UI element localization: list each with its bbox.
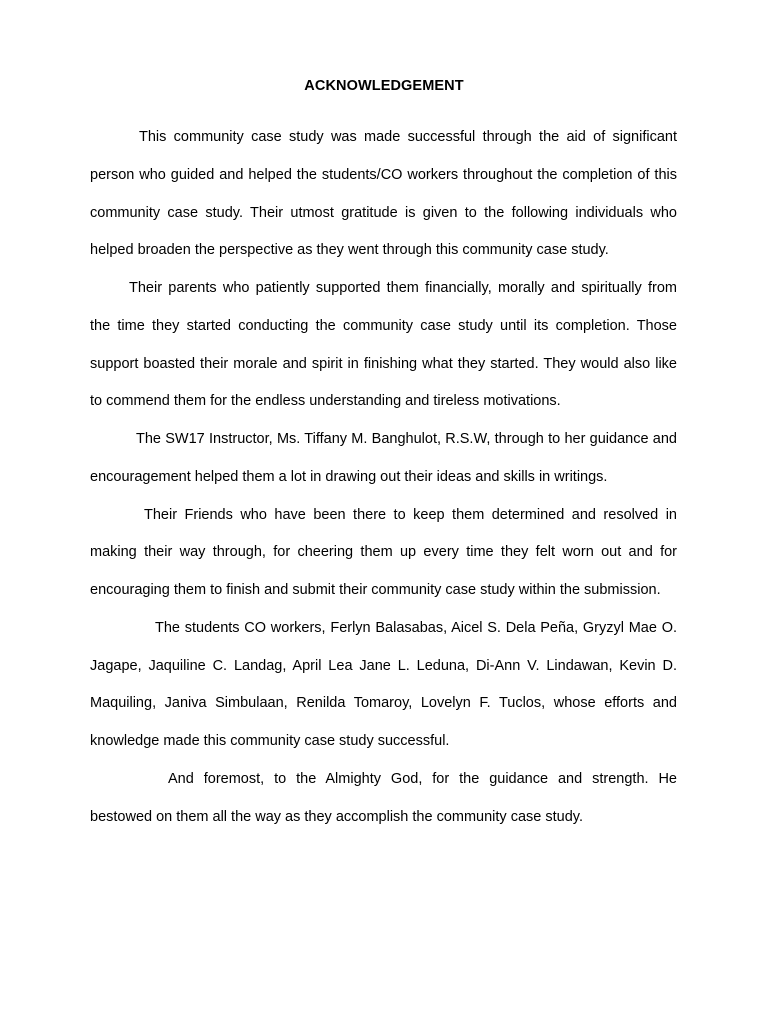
paragraph-instructor: The SW17 Instructor, Ms. Tiffany M. Banghulot, R.S.W, through to her guidance and encouragement helped them a lot in drawing out their ideas and skills in writings. [90,431,677,485]
paragraph-god: And foremost, to the Almighty God, for the guidance and strength. He bestowed on them all the way as they accomplish the community case study. [90,770,677,825]
paragraph-co-workers: The students CO workers, Ferlyn Balasabas, Aicel S. Dela Peña, Gryzyl Mae O. Jagape, Jaquiline C. Landag, April Lea Jane L. Leduna, Di-Ann V. Lindawan, Kevin D. Maquiling, Janiva Simbulaan, Renilda Tomaroy, Lovelyn F. Tuclos, whose efforts and knowledge made this community case study successful. [90,619,677,749]
paragraph-intro: This community case study was made successful through the aid of significant person who guided and helped the students/CO workers throughout the completion of this community case study. Their utmost gratitude is given to the following individuals who helped broaden the perspective as they went through this community case study. [90,129,677,259]
document-body [90,119,677,836]
paragraph-friends: Their Friends who have been there to keep them determined and resolved in making their way through, for cheering them up every time they felt worn out and for encouraging them to finish and submit their community case study within the submission. [90,506,677,598]
paragraph-parents: Their parents who patiently supported them financially, morally and spiritually from the time they started conducting the community case study until its completion. Those support boasted their morale and spirit in finishing what they started. They would also like to commend them for the endless understanding and tireless motivations. [90,280,677,410]
page-title: ACKNOWLEDGEMENT [304,78,464,94]
